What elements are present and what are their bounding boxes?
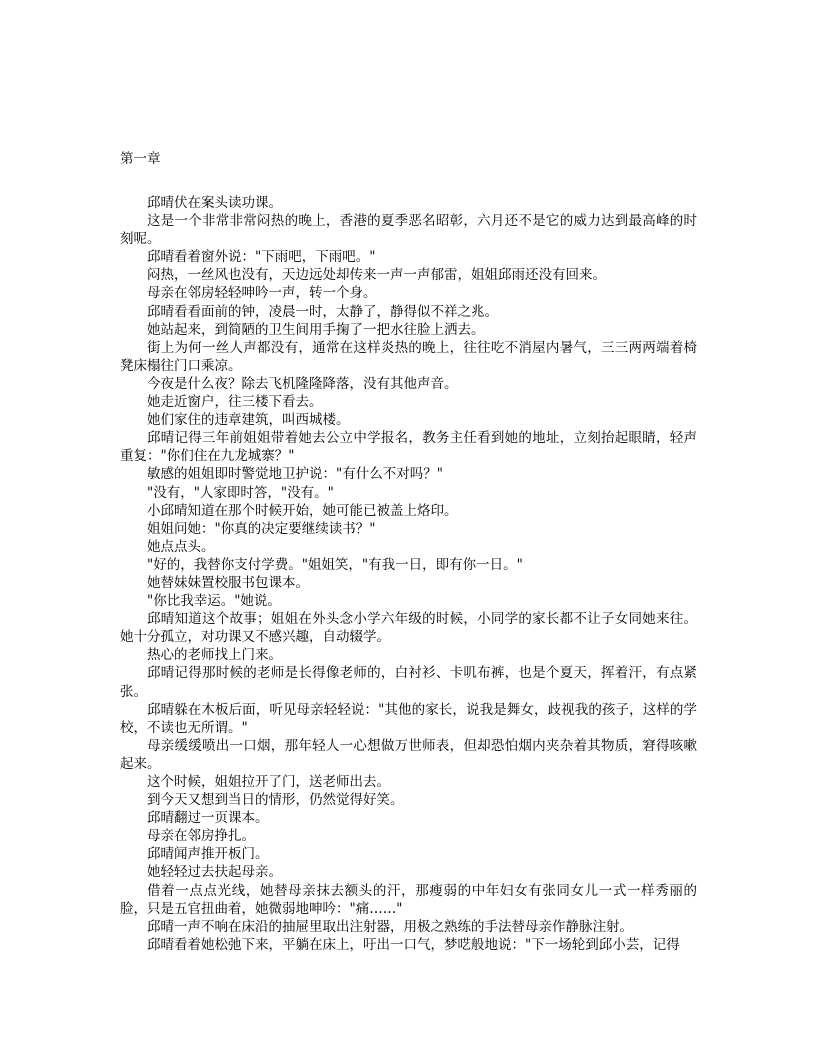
paragraph: 邱晴看看面前的钟，凌晨一时，太静了，静得似不祥之兆。 <box>147 303 498 320</box>
paragraph: 邱晴闻声推开板门。 <box>147 846 269 863</box>
paragraph: 她走近窗户，往三楼下看去。 <box>147 394 323 411</box>
paragraph: 热心的老师找上门来。 <box>147 647 282 664</box>
paragraph: 小邱晴知道在那个时候开始，她可能已被盖上烙印。 <box>147 502 458 519</box>
paragraph: 邱晴记得那时候的老师是长得像老师的，白衬衫、卡叽布裤，也是个夏天，挥着汗，有点紧张。 <box>120 665 697 700</box>
chapter-body <box>120 194 697 954</box>
chapter-title: 第一章 <box>120 151 161 167</box>
paragraph: 今夜是什么夜？除去飞机隆隆降落，没有其他声音。 <box>147 375 458 392</box>
paragraph: 母亲在邻房挣扎。 <box>147 828 255 845</box>
paragraph: 母亲缓缓喷出一口烟，那年轻人一心想做万世师表，但却恐怕烟内夹杂着其物质，窘得咳嗽起来。 <box>120 737 697 772</box>
paragraph: 她点点头。 <box>147 538 215 555</box>
paragraph: 姐姐问她："你真的决定要继续读书？" <box>147 520 376 537</box>
paragraph: 邱晴躲在木板后面，听见母亲轻轻说："其他的家长，说我是舞女，歧视我的孩子，这样的学校，不读也无所谓。" <box>120 701 697 736</box>
paragraph: "好的，我替你支付学费。"姐姐笑，"有我一日，即有你一日。" <box>147 556 523 573</box>
paragraph: 闷热，一丝风也没有，天边远处却传来一声一声郁雷，姐姐邱雨还没有回来。 <box>147 267 606 284</box>
paragraph: 邱晴看着她松弛下来，平躺在床上，吁出一口气，梦呓般地说："下一场轮到邱小芸，记得 <box>147 936 680 953</box>
paragraph: 到今天又想到当日的情形，仍然觉得好笑。 <box>147 792 404 809</box>
paragraph: 邱晴看着窗外说："下雨吧，下雨吧。" <box>147 249 376 266</box>
paragraph: 借着一点点光线，她替母亲抹去额头的汗，那瘦弱的中年妇女有张同女儿一式一样秀丽的脸，只是五官扭曲着，她微弱地呻吟："痛……" <box>120 882 697 917</box>
paragraph: 她轻轻过去扶起母亲。 <box>147 864 282 881</box>
paragraph: "你比我幸运。"她说。 <box>147 593 281 610</box>
paragraph: 她们家住的违章建筑，叫西城楼。 <box>147 412 350 429</box>
paragraph: 邱晴翻过一页课本。 <box>147 810 269 827</box>
paragraph: 邱晴记得三年前姐姐带着她去公立中学报名，教务主任看到她的地址，立刻抬起眼睛，轻声重复："你们住在九龙城寨？" <box>120 430 697 465</box>
paragraph: 这是一个非常非常闷热的晚上，香港的夏季恶名昭彰，六月还不是它的威力达到最高峰的时刻呢。 <box>120 213 697 248</box>
paragraph: 敏感的姐姐即时警觉地卫护说："有什么不对吗？" <box>147 466 443 483</box>
paragraph: 她替妹妹置校服书包课本。 <box>147 574 309 591</box>
paragraph: 街上为何一丝人声都没有，通常在这样炎热的晚上，往往吃不消屋内暑气，三三两两端着椅凳床榻往门口乘凉。 <box>120 339 697 374</box>
paragraph: 她站起来，到简陋的卫生间用手掬了一把水往脸上洒去。 <box>147 321 485 338</box>
document-page <box>120 150 697 954</box>
paragraph: "没有，"人家即时答，"没有。" <box>147 484 334 501</box>
paragraph: 母亲在邻房轻轻呻吟一声，转一个身。 <box>147 285 377 302</box>
paragraph: 这个时候，姐姐拉开了门，送老师出去。 <box>147 774 390 790</box>
paragraph: 邱晴伏在案头读功课。 <box>147 195 282 211</box>
paragraph: 邱晴知道这个故事；姐姐在外头念小学六年级的时候，小同学的家长都不让子女同她来往。她十分孤立，对功课又不感兴趣，自动辍学。 <box>120 611 697 646</box>
paragraph: 邱晴一声不响在床沿的抽屉里取出注射器，用极之熟练的手法替母亲作静脉注射。 <box>147 918 633 935</box>
